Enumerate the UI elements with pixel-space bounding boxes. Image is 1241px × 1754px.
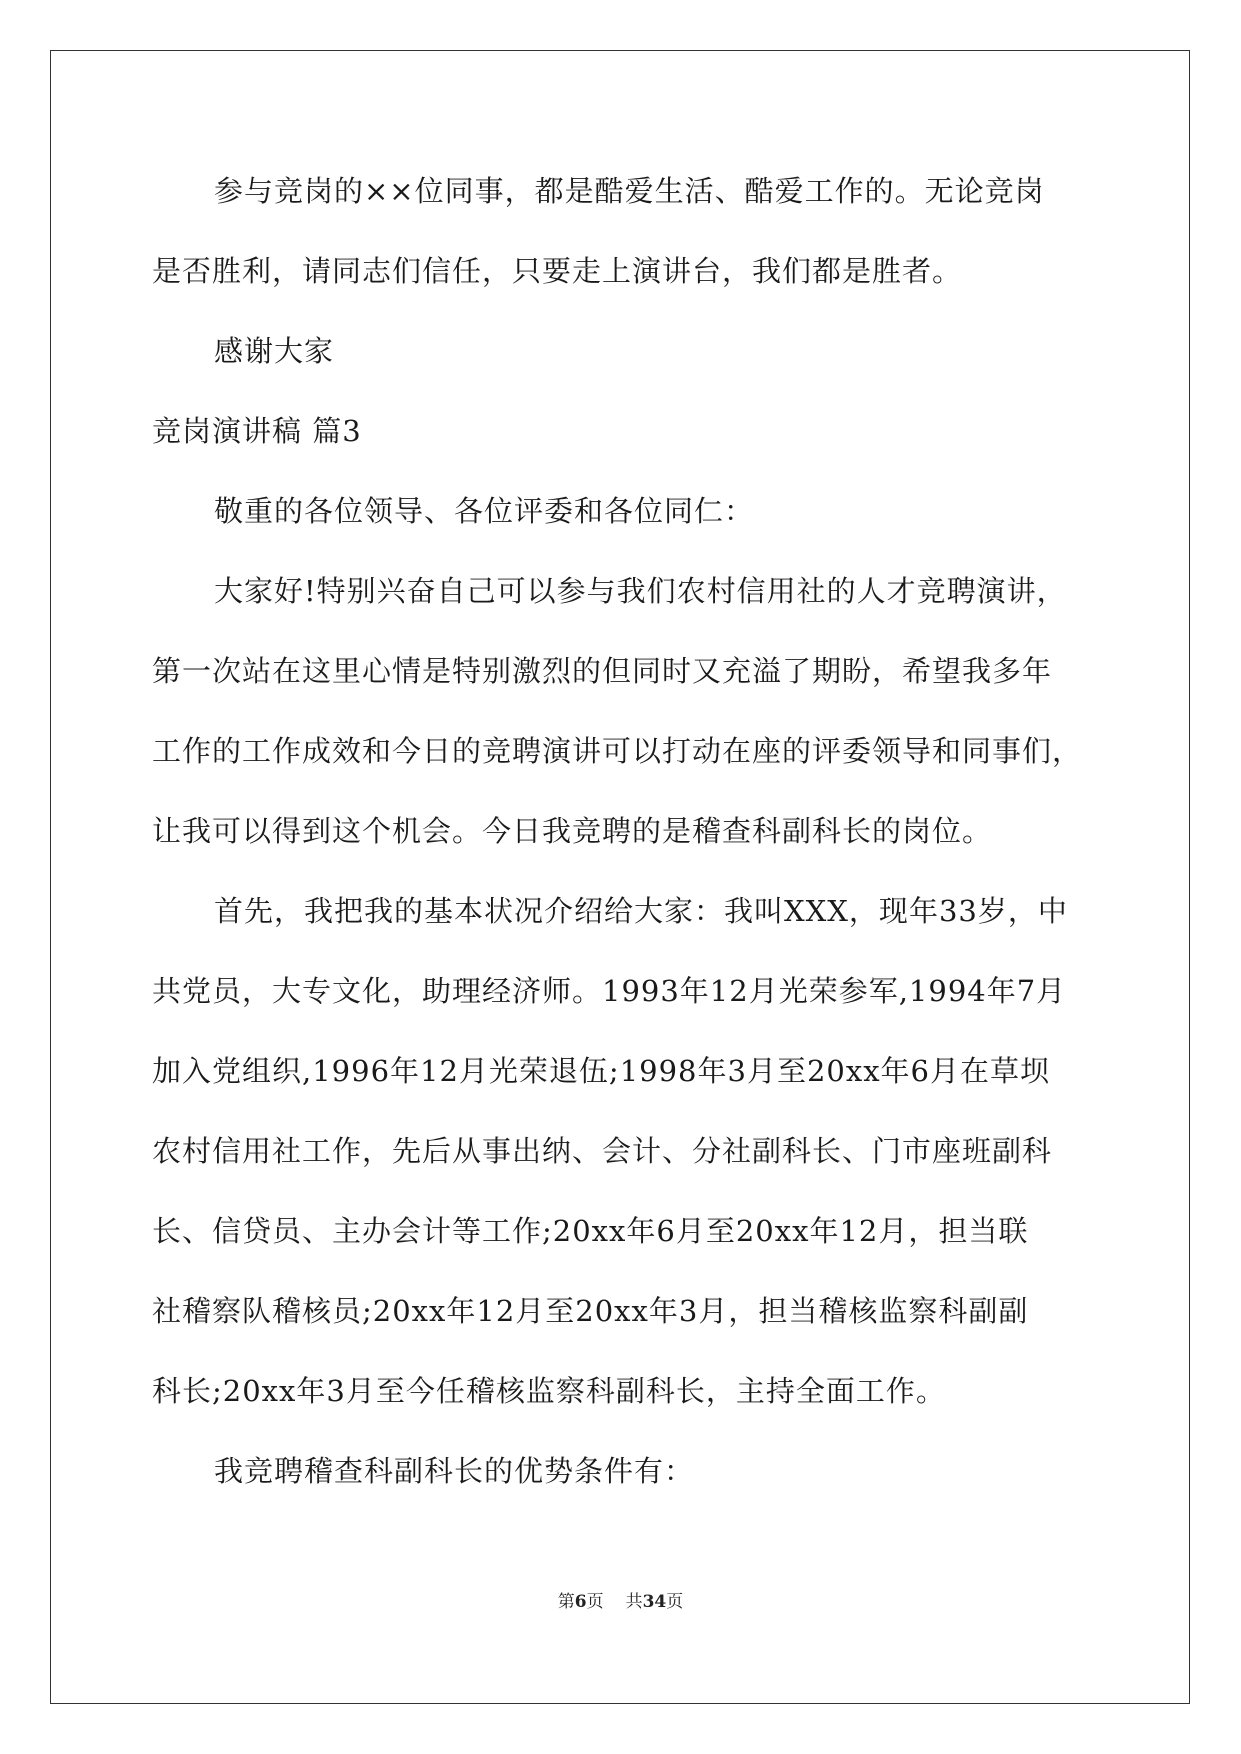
paragraph-line: 大家好!特别兴奋自己可以参与我们农村信用社的人才竞聘演讲，: [214, 574, 1067, 608]
paragraph-line: 让我可以得到这个机会。今日我竞聘的是稽查科副科长的岗位。: [152, 814, 993, 848]
paragraph-line: 参与竞岗的××位同事，都是酷爱生活、酷爱工作的。无论竞岗: [214, 174, 1045, 208]
paragraph-line: 工作的工作成效和今日的竞聘演讲可以打动在座的评委领导和同事们，: [152, 734, 1083, 768]
paragraph-line: 科长;20xx年3月至今任稽核监察科副科长，主持全面工作。: [152, 1374, 946, 1408]
paragraph-line: 是否胜利，请同志们信任，只要走上演讲台，我们都是胜者。: [152, 254, 963, 288]
paragraph-line: 我竞聘稽查科副科长的优势条件有：: [214, 1454, 695, 1488]
section-heading: 竞岗演讲稿 篇3: [152, 414, 362, 448]
salutation-line: 敬重的各位领导、各位评委和各位同仁：: [214, 494, 755, 528]
paragraph-line: 首先，我把我的基本状况介绍给大家：我叫XXX，现年33岁，中: [214, 894, 1068, 928]
paragraph-line: 长、信贷员、主办会计等工作;20xx年6月至20xx年12月，担当联: [152, 1214, 1029, 1248]
paragraph-line: 社稽察队稽核员;20xx年12月至20xx年3月，担当稽核监察科副副: [152, 1294, 1029, 1328]
page-footer: [0, 1591, 1241, 1613]
paragraph-line: 第一次站在这里心情是特别激烈的但同时又充溢了期盼，希望我多年: [152, 654, 1053, 688]
footer-total-prefix: 共: [625, 1592, 643, 1612]
paragraph-line: 共党员，大专文化，助理经济师。1993年12月光荣参军,1994年7月: [152, 974, 1067, 1008]
paragraph-line: 加入党组织,1996年12月光荣退伍;1998年3月至20xx年6月在草坝: [152, 1054, 1051, 1088]
paragraph-line: 感谢大家: [214, 334, 335, 368]
paragraph-line: 农村信用社工作，先后从事出纳、会计、分社副科长、门市座班副科: [152, 1134, 1053, 1168]
footer-page-number: 6: [574, 1592, 587, 1612]
footer-total-pages: 34: [642, 1592, 667, 1612]
footer-page-unit: 页: [586, 1592, 604, 1612]
footer-total-unit: 页: [666, 1592, 684, 1612]
footer-prefix: 第: [557, 1592, 575, 1612]
